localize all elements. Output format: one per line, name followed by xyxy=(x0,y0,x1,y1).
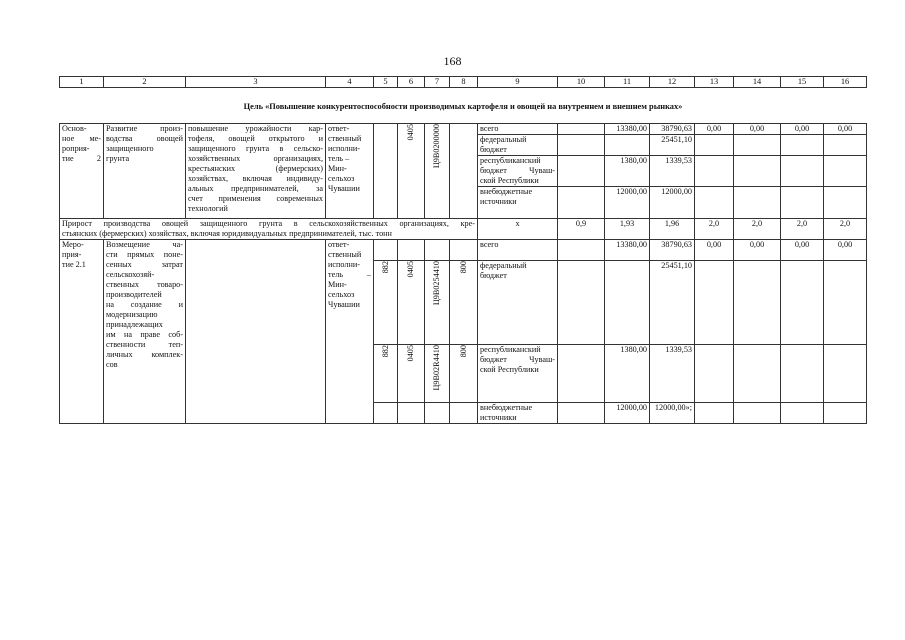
indicator-value-cell: 2,0 xyxy=(824,219,867,240)
value-cell xyxy=(695,156,734,187)
target-article-cell xyxy=(425,261,450,345)
funding-source-cell xyxy=(478,240,558,261)
text-line: ответ- xyxy=(328,240,350,249)
value-cell xyxy=(824,135,867,156)
expense-type-cell xyxy=(450,124,478,219)
text-line: ской Республики xyxy=(480,176,539,185)
target-article-code: Ц9В0254410 xyxy=(432,261,441,306)
value-cell xyxy=(734,187,781,219)
text-line: альных предпринимателей, за xyxy=(188,184,323,193)
text-line: Возмещение ча- xyxy=(106,240,183,249)
value-cell xyxy=(734,261,781,345)
text-line: принадлежащих xyxy=(106,320,163,329)
value-cell xyxy=(734,403,781,424)
text-line: республиканский xyxy=(480,156,541,165)
value-cell xyxy=(781,345,824,403)
section-code-cell xyxy=(398,261,425,345)
text-line: источники xyxy=(480,413,517,422)
text-line: сов xyxy=(106,360,118,369)
value-cell: 38790,63 xyxy=(650,240,695,261)
column-number: 12 xyxy=(650,77,695,88)
value-cell xyxy=(695,187,734,219)
value-cell xyxy=(824,187,867,219)
text-line: водства овощей xyxy=(106,134,183,143)
text-line: модернизацию xyxy=(106,310,158,319)
grbs-cell xyxy=(374,261,398,345)
value-cell xyxy=(695,403,734,424)
value-cell: 25451,10 xyxy=(650,135,695,156)
funding-source-cell xyxy=(478,403,558,424)
text-line: повышение урожайности кар- xyxy=(188,124,323,133)
value-cell xyxy=(695,135,734,156)
expense-type-cell xyxy=(450,345,478,403)
text-line: тие 2 xyxy=(62,154,101,163)
text-line: производителей xyxy=(106,290,162,299)
text-line: ственный xyxy=(328,250,362,259)
text-line: тель – xyxy=(328,154,350,163)
value-cell: 0,00 xyxy=(695,124,734,135)
indicator-row xyxy=(60,219,867,240)
text-line: бюджет xyxy=(480,145,507,154)
value-cell: 1380,00 xyxy=(605,156,650,187)
text-line: прия- xyxy=(62,250,82,259)
expense-type-code: 800 xyxy=(458,261,468,274)
value-cell xyxy=(558,124,605,135)
text-line: Прирост производства овощей защищенного грунта в сельскохозяйственных организациях, кре- xyxy=(62,219,475,228)
indicator-source-cell: х xyxy=(478,219,558,240)
text-line: защищенного грунта в сельско- xyxy=(188,144,323,153)
indicator-value-cell: 0,9 xyxy=(558,219,605,240)
text-line: исполни- xyxy=(328,144,360,153)
page-number: 168 xyxy=(443,54,462,68)
column-number: 11 xyxy=(605,77,650,88)
text-line: хозяйствах, включая индивиду- xyxy=(188,174,323,183)
value-cell: 1339,53 xyxy=(650,156,695,187)
funding-source-cell xyxy=(478,135,558,156)
text-line: бюджет Чуваш- xyxy=(480,166,555,175)
value-cell xyxy=(734,345,781,403)
column-number-row xyxy=(60,77,867,88)
column-number: 3 xyxy=(186,77,326,88)
value-cell xyxy=(558,345,605,403)
text-line: защищенного xyxy=(106,144,154,153)
target-article-cell xyxy=(425,124,450,219)
funding-source-cell xyxy=(478,156,558,187)
value-cell: 0,00 xyxy=(824,240,867,261)
column-number: 16 xyxy=(824,77,867,88)
indicator-value-cell: 1,96 xyxy=(650,219,695,240)
value-cell xyxy=(824,156,867,187)
indicator-value-cell: 2,0 xyxy=(734,219,781,240)
text-line: исполни- xyxy=(328,260,360,269)
text-line: роприя- xyxy=(62,144,90,153)
table-row xyxy=(60,124,867,135)
value-cell xyxy=(605,261,650,345)
value-cell: 25451,10 xyxy=(650,261,695,345)
executor-cell xyxy=(326,240,374,424)
text-line: республиканский xyxy=(480,345,541,354)
funding-source-cell xyxy=(478,345,558,403)
value-cell xyxy=(695,345,734,403)
indicator-text-cell xyxy=(60,219,478,240)
table-row xyxy=(60,240,867,261)
expense-type-code: 800 xyxy=(458,345,468,358)
value-cell xyxy=(824,261,867,345)
value-cell: 0,00 xyxy=(734,240,781,261)
text-line: крестьянских (фермерских) xyxy=(188,164,323,173)
measure-name-cell xyxy=(104,124,186,219)
value-cell xyxy=(558,403,605,424)
text-line: сти прямых поне- xyxy=(106,250,183,259)
value-cell: 38790,63 xyxy=(650,124,695,135)
indicator-value-cell: 2,0 xyxy=(781,219,824,240)
text-line: ответ- xyxy=(328,124,350,133)
value-cell: 0,00 xyxy=(824,124,867,135)
goal-title: Цель «Повышение конкурентоспособности производимых картофеля и овощей на внутреннем и внешнем рынках» xyxy=(60,88,867,124)
column-number: 2 xyxy=(104,77,186,88)
text-line: Мин- xyxy=(328,280,347,289)
value-cell xyxy=(558,240,605,261)
text-line: грунта xyxy=(106,154,130,163)
text-line: Мин- xyxy=(328,164,347,173)
text-line: источники xyxy=(480,197,517,206)
target-article-code: Ц9В02R4410 xyxy=(432,345,441,391)
target-article-cell xyxy=(425,240,450,261)
section-code-cell xyxy=(398,403,425,424)
column-number: 10 xyxy=(558,77,605,88)
value-cell: 0,00 xyxy=(734,124,781,135)
section-code-cell xyxy=(398,345,425,403)
expense-type-cell xyxy=(450,240,478,261)
value-cell: 0,00 xyxy=(781,240,824,261)
budget-table xyxy=(59,76,867,424)
executor-cell xyxy=(326,124,374,219)
value-cell xyxy=(558,187,605,219)
text-line: тие 2.1 xyxy=(62,260,86,269)
column-number: 8 xyxy=(450,77,478,88)
text-line: сельхоз xyxy=(328,290,355,299)
text-line: внебюджетные xyxy=(480,187,533,196)
expense-type-cell xyxy=(450,261,478,345)
section-code: 0405 xyxy=(406,345,415,362)
measure-description-cell xyxy=(186,124,326,219)
grbs-code: 882 xyxy=(380,345,390,358)
text-line: федеральный xyxy=(480,261,527,270)
text-line: бюджет Чуваш- xyxy=(480,355,555,364)
grbs-cell xyxy=(374,240,398,261)
expense-type-cell xyxy=(450,403,478,424)
text-line: Основ- xyxy=(62,124,87,133)
text-line: всего xyxy=(480,240,499,249)
value-cell xyxy=(824,345,867,403)
text-line: сенных затрат xyxy=(106,260,183,269)
column-number: 9 xyxy=(478,77,558,88)
value-cell: 13380,00 xyxy=(605,124,650,135)
value-cell xyxy=(605,135,650,156)
text-line: тель – xyxy=(328,270,371,279)
value-cell xyxy=(734,135,781,156)
value-cell xyxy=(781,403,824,424)
text-line: счет применения современных xyxy=(188,194,323,203)
value-cell xyxy=(781,187,824,219)
text-line: всего xyxy=(480,124,499,133)
text-line: федеральный xyxy=(480,135,527,144)
text-line: стьянских (фермерских) хозяйствах, включая юридивидуальных предпринимателей, тыс. тонн xyxy=(62,229,392,238)
measure-type-cell xyxy=(60,240,104,424)
text-line: внебюджетные xyxy=(480,403,533,412)
text-line: личных комплек- xyxy=(106,350,183,359)
value-cell xyxy=(781,156,824,187)
value-cell xyxy=(558,156,605,187)
value-cell xyxy=(781,135,824,156)
target-article-cell xyxy=(425,345,450,403)
text-line: хозяйственных организациях, xyxy=(188,154,323,163)
grbs-cell xyxy=(374,403,398,424)
measure-description-cell xyxy=(186,240,326,424)
column-number: 5 xyxy=(374,77,398,88)
column-number: 7 xyxy=(425,77,450,88)
value-cell: 1380,00 xyxy=(605,345,650,403)
text-line: ственный xyxy=(328,134,362,143)
column-number: 4 xyxy=(326,77,374,88)
value-cell xyxy=(695,261,734,345)
value-cell: 1339,53 xyxy=(650,345,695,403)
text-line: ное ме- xyxy=(62,134,101,143)
target-article-code: Ц9В0200000 xyxy=(432,124,441,169)
funding-source-cell xyxy=(478,261,558,345)
value-cell xyxy=(558,135,605,156)
value-cell xyxy=(781,261,824,345)
text-line: ственности теп- xyxy=(106,340,183,349)
measure-type-cell xyxy=(60,124,104,219)
value-cell: 12000,00»; xyxy=(650,403,695,424)
value-cell: 0,00 xyxy=(781,124,824,135)
text-line: сельскохозяй- xyxy=(106,270,155,279)
column-number: 15 xyxy=(781,77,824,88)
grbs-code: 882 xyxy=(380,261,390,274)
column-number: 14 xyxy=(734,77,781,88)
column-number: 6 xyxy=(398,77,425,88)
text-line: им на праве соб- xyxy=(106,330,183,339)
value-cell: 13380,00 xyxy=(605,240,650,261)
section-code-cell xyxy=(398,240,425,261)
text-line: ственных товаро- xyxy=(106,280,183,289)
value-cell xyxy=(824,403,867,424)
section-code-cell xyxy=(398,124,425,219)
column-number: 1 xyxy=(60,77,104,88)
text-line: тофеля, овощей открытого и xyxy=(188,134,323,143)
grbs-cell xyxy=(374,345,398,403)
section-code: 0405 xyxy=(406,261,415,278)
value-cell xyxy=(558,261,605,345)
goal-row xyxy=(60,88,867,124)
text-line: Чувашии xyxy=(328,184,360,193)
grbs-cell xyxy=(374,124,398,219)
text-line: бюджет xyxy=(480,271,507,280)
target-article-cell xyxy=(425,403,450,424)
text-line: Развитие произ- xyxy=(106,124,183,133)
value-cell: 0,00 xyxy=(695,240,734,261)
text-line: Чувашии xyxy=(328,300,360,309)
indicator-value-cell: 2,0 xyxy=(695,219,734,240)
value-cell: 12000,00 xyxy=(650,187,695,219)
text-line: ской Республики xyxy=(480,365,539,374)
value-cell: 12000,00 xyxy=(605,187,650,219)
text-line: на создание и xyxy=(106,300,183,309)
text-line: технологий xyxy=(188,204,228,213)
indicator-value-cell: 1,93 xyxy=(605,219,650,240)
text-line: сельхоз xyxy=(328,174,355,183)
funding-source-cell xyxy=(478,187,558,219)
measure-name-cell xyxy=(104,240,186,424)
text-line: Меро- xyxy=(62,240,84,249)
column-number: 13 xyxy=(695,77,734,88)
section-code: 0405 xyxy=(406,124,415,141)
value-cell xyxy=(734,156,781,187)
value-cell: 12000,00 xyxy=(605,403,650,424)
funding-source-cell xyxy=(478,124,558,135)
